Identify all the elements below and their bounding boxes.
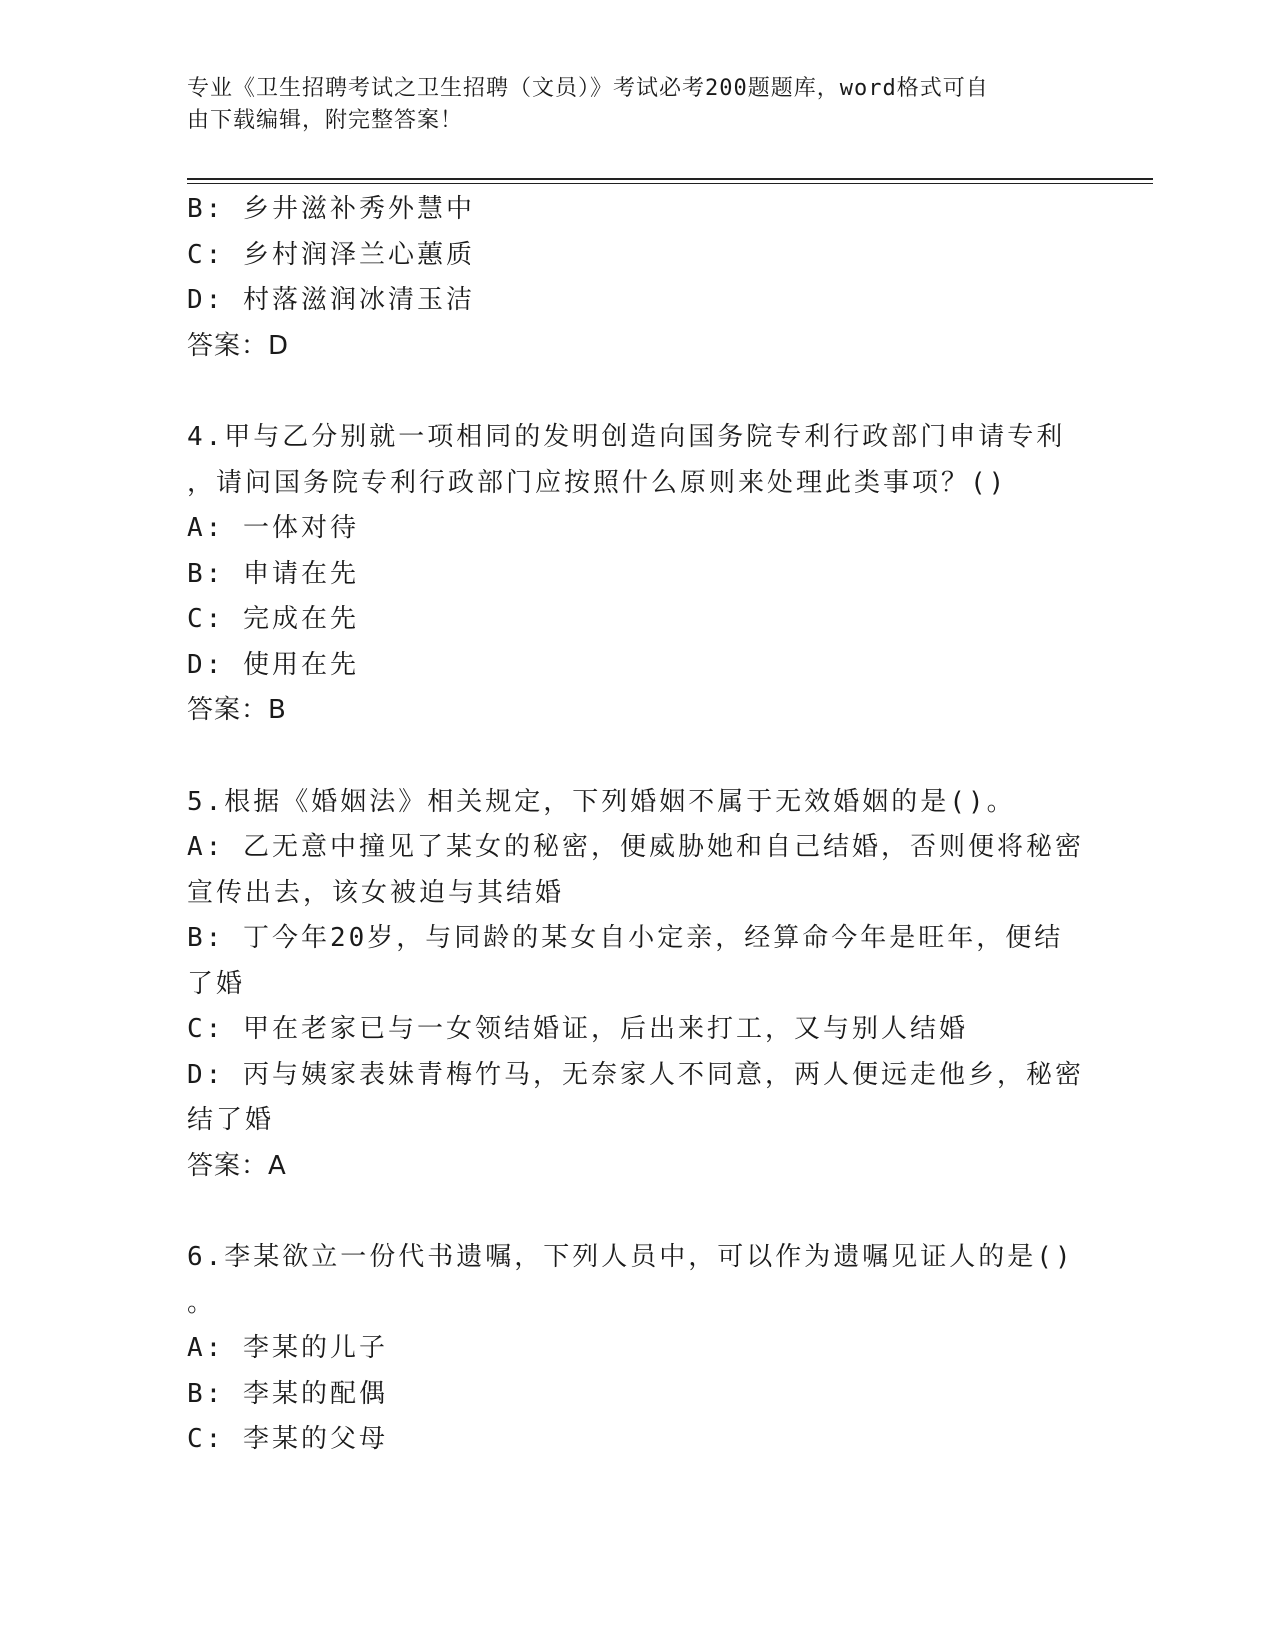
option-b-line-1: B: 丁今年20岁，与同龄的某女自小定亲，经算命今年是旺年，便结 bbox=[187, 923, 1064, 953]
option-a: A: 李某的儿子 bbox=[187, 1333, 388, 1363]
option-c: C: 甲在老家已与一女领结婚证，后出来打工，又与别人结婚 bbox=[187, 1014, 968, 1044]
question-6 bbox=[187, 1235, 1087, 1463]
question-3 bbox=[187, 187, 1087, 369]
option-b: B: 李某的配偶 bbox=[187, 1378, 388, 1409]
option-a-line-1: A: 乙无意中撞见了某女的秘密，便威胁她和自己结婚，否则便将秘密 bbox=[187, 832, 1084, 862]
header-line-2: 由下载编辑，附完整答案！ bbox=[187, 108, 464, 133]
answer-line: 答案：D bbox=[187, 330, 290, 361]
question-stem-line-1: 6.李某欲立一份代书遗嘱，下列人员中，可以作为遗嘱见证人的是() bbox=[187, 1242, 1074, 1272]
option-d: D: 使用在先 bbox=[187, 649, 359, 680]
header-line-1: 专业《卫生招聘考试之卫生招聘（文员）》考试必考200题题库，word格式可自 bbox=[187, 76, 989, 101]
option-b: B: 乡井滋补秀外慧中 bbox=[187, 194, 475, 224]
question-stem: 5.根据《婚姻法》相关规定，下列婚姻不属于无效婚姻的是()。 bbox=[187, 786, 1016, 817]
header-divider-thin bbox=[187, 183, 1153, 184]
option-b: B: 申请在先 bbox=[187, 558, 359, 589]
option-d: D: 村落滋润冰清玉洁 bbox=[187, 285, 475, 315]
answer-line: 答案：A bbox=[187, 1150, 287, 1181]
option-a: A: 一体对待 bbox=[187, 513, 359, 543]
question-stem-line-1: 4.甲与乙分别就一项相同的发明创造向国务院专利行政部门申请专利 bbox=[187, 422, 1066, 452]
header-divider-thick bbox=[187, 178, 1153, 180]
spacer bbox=[187, 734, 1087, 780]
option-d-line-2: 结了婚 bbox=[187, 1105, 275, 1135]
document-header bbox=[187, 73, 1067, 137]
question-stem-line-2: ，请问国务院专利行政部门应按照什么原则来处理此类事项？() bbox=[187, 467, 1008, 498]
question-4 bbox=[187, 415, 1087, 734]
option-b-line-2: 了婚 bbox=[187, 968, 246, 999]
option-a-line-2: 宣传出去，该女被迫与其结婚 bbox=[187, 877, 565, 908]
question-list bbox=[187, 187, 1087, 1463]
spacer bbox=[187, 369, 1087, 415]
answer-line: 答案：B bbox=[187, 695, 287, 725]
option-c: C: 李某的父母 bbox=[187, 1424, 388, 1454]
option-c: C: 乡村润泽兰心蕙质 bbox=[187, 239, 475, 270]
option-c: C: 完成在先 bbox=[187, 604, 359, 634]
spacer bbox=[187, 1189, 1087, 1235]
option-d-line-1: D: 丙与姨家表妹青梅竹马，无奈家人不同意，两人便远走他乡，秘密 bbox=[187, 1059, 1084, 1090]
question-stem-line-2: 。 bbox=[187, 1287, 217, 1318]
question-5 bbox=[187, 780, 1087, 1190]
